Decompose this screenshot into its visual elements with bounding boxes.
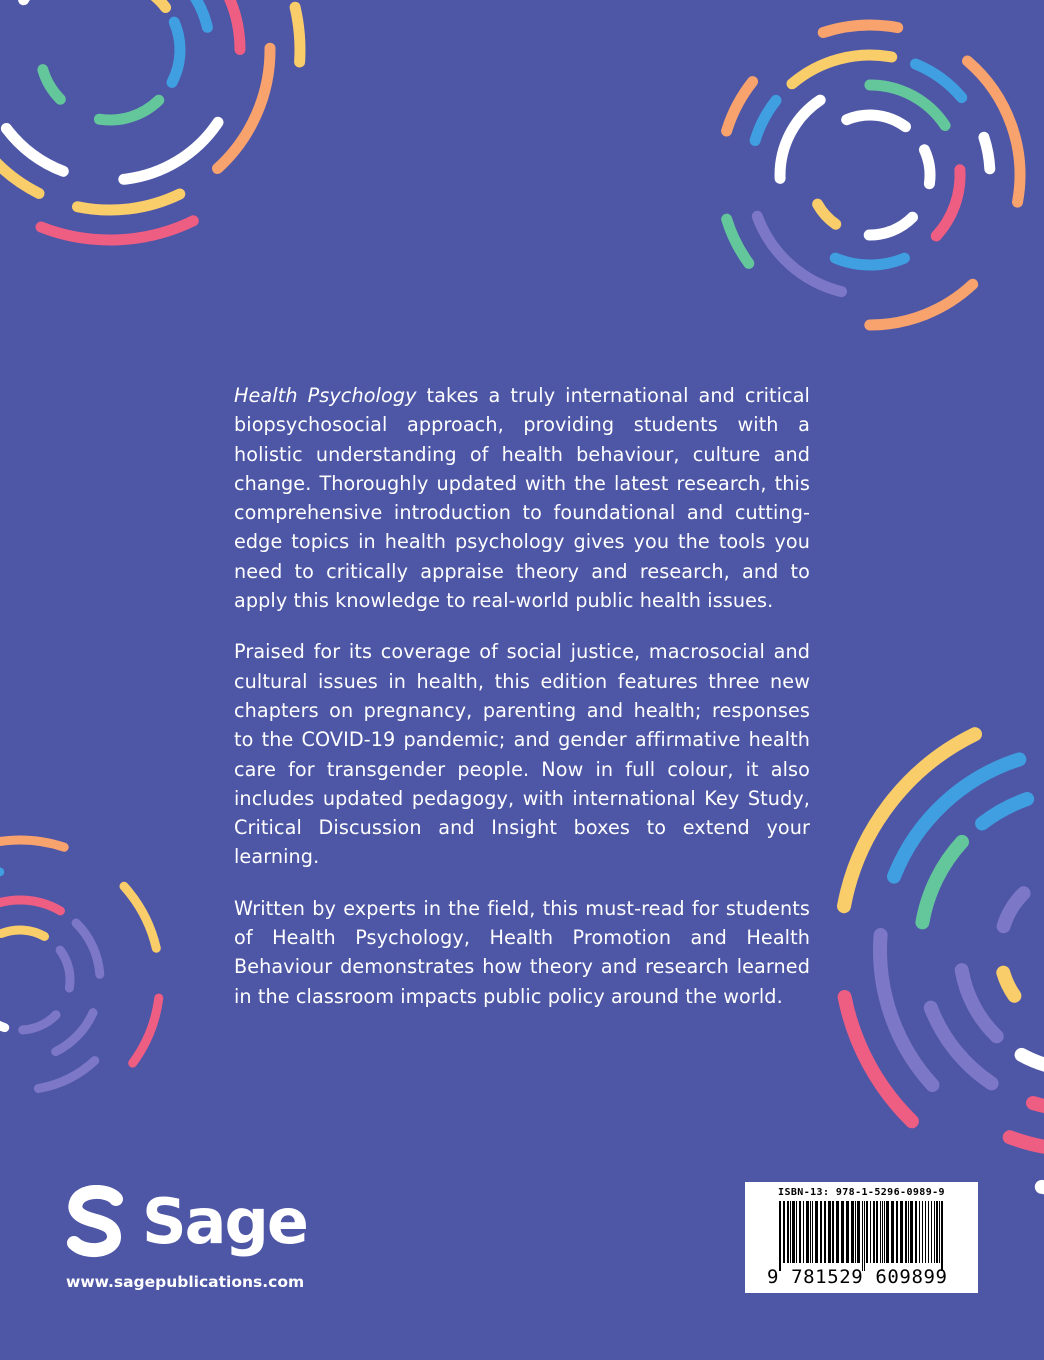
decorative-arc — [0, 840, 64, 851]
barcode-bar — [824, 1201, 826, 1263]
sage-logo — [66, 1185, 307, 1259]
barcode-bar — [939, 1201, 940, 1263]
decorative-arc — [124, 122, 218, 179]
decorative-arc — [0, 900, 60, 911]
decorative-arc — [870, 284, 973, 325]
barcode-bar — [810, 1201, 811, 1263]
barcode-digits: 9 781529 609899 — [767, 1266, 948, 1288]
decorative-arc — [114, 0, 165, 8]
barcode-bar — [841, 1201, 844, 1263]
barcode-bar — [864, 1201, 865, 1271]
decorative-arc — [56, 1013, 93, 1052]
decorative-arc — [984, 137, 990, 169]
blurb-paragraph-1-text: takes a truly international and critical biopsychosocial approach, providing students with a holistic understanding of health behaviour, culture and change. Thoroughly updated with the latest research, this comprehensive introduction to foundational and cutting-edge topics in health psychology gives you the tools you need to critically appraise theory and research, and to apply this knowledge to real-world public health issues. — [234, 384, 810, 613]
barcode-bar — [787, 1201, 789, 1263]
barcode-bar — [832, 1201, 834, 1263]
barcode-bar — [880, 1201, 881, 1263]
decorative-arc — [823, 25, 898, 32]
barcode-bar — [910, 1201, 913, 1263]
decorative-arc — [2, 930, 45, 936]
blurb-paragraph-3: Written by experts in the field, this must-read for students of Health Psychology, Health Promotion and Health Behaviour demonstrates how theory and research learned in the classroom impacts public policy around the world. — [234, 896, 810, 1008]
decorative-arc — [76, 923, 100, 974]
decorative-arc — [922, 842, 962, 923]
barcode-bar — [846, 1201, 849, 1263]
decorative-arc — [43, 70, 61, 100]
barcode-bar — [836, 1201, 839, 1263]
barcode-bar — [806, 1201, 809, 1263]
book-title: Health Psychology — [234, 384, 417, 407]
barcode-bar — [796, 1201, 797, 1263]
barcode-bar — [905, 1201, 907, 1263]
decorative-arc — [1033, 1080, 1044, 1110]
decorative-arc — [1022, 1055, 1044, 1067]
barcode-bar — [941, 1201, 943, 1271]
barcode-bar — [919, 1201, 920, 1263]
barcode-bar — [934, 1201, 935, 1263]
decorative-arc — [38, 1061, 94, 1089]
barcode-bar — [900, 1201, 903, 1263]
barcode-bar — [820, 1201, 822, 1263]
decorative-arc — [818, 204, 836, 224]
barcode-bar — [882, 1201, 883, 1263]
decorative-arc — [835, 258, 904, 265]
decorative-arc — [847, 115, 906, 127]
barcode-bars — [779, 1201, 947, 1271]
barcode-bar — [876, 1201, 878, 1263]
decorative-arc — [1003, 973, 1014, 996]
barcode-bar — [896, 1201, 898, 1263]
decorative-arc — [78, 194, 180, 210]
decorative-arc — [792, 55, 892, 84]
decorative-arc — [916, 64, 962, 98]
decorative-arc — [41, 221, 193, 240]
barcode-bar — [922, 1201, 923, 1263]
barcode-bar — [779, 1201, 781, 1271]
barcode-bar — [799, 1201, 801, 1263]
decorative-arc — [0, 1002, 5, 1027]
decorative-arc — [60, 950, 70, 988]
publisher-name: Sage — [142, 1185, 307, 1258]
barcode-bar — [812, 1201, 813, 1263]
decorative-arc — [869, 217, 912, 235]
barcode-bar — [866, 1201, 868, 1263]
barcode-bar — [886, 1201, 889, 1263]
barcode-bar — [928, 1201, 929, 1263]
decorative-arc — [23, 1015, 56, 1030]
barcode-bar — [931, 1201, 932, 1263]
barcode-bar — [790, 1201, 791, 1263]
blurb-paragraph-1 — [234, 381, 810, 615]
decorative-arc — [962, 970, 997, 1036]
barcode-bar — [803, 1201, 804, 1263]
barcode-bar — [915, 1201, 917, 1263]
barcode-bar — [884, 1201, 885, 1263]
barcode-bar — [792, 1201, 795, 1263]
blurb-text — [234, 381, 810, 1033]
decorative-arc — [295, 7, 300, 62]
decorative-arc — [133, 998, 159, 1063]
decorative-arc — [172, 22, 180, 82]
barcode-bar — [936, 1201, 938, 1263]
sage-s-mark-icon — [66, 1185, 124, 1259]
barcode — [745, 1182, 978, 1293]
decorative-arc — [968, 61, 1020, 202]
barcode-bar — [870, 1201, 871, 1263]
barcode-bar — [783, 1201, 785, 1263]
isbn-label: ISBN-13: 978-1-5296-0989-9 — [778, 1187, 945, 1198]
decorative-arc — [845, 997, 912, 1121]
barcode-bar — [925, 1201, 926, 1263]
decorative-arc — [936, 170, 960, 236]
barcode-bar — [828, 1201, 831, 1263]
decorative-arc — [727, 219, 749, 263]
decorative-arc — [1010, 1137, 1044, 1150]
decorative-arc — [218, 48, 271, 168]
barcode-bar — [873, 1201, 875, 1263]
blurb-paragraph-2: Praised for its coverage of social justice, macrosocial and cultural issues in health, this edition features three new chapters on pregnancy, parenting and health; responses to the COVID-19 pandemic; and gender affirmative health care for transgender people. Now in full colour, it also includes updated pedagogy, with international Key Study, Critical Discussion and Insight boxes to extend your learning. — [234, 640, 810, 869]
decorative-arc — [727, 82, 753, 131]
barcode-bar — [857, 1201, 860, 1263]
decorative-arc — [1004, 893, 1024, 926]
decorative-arc — [844, 734, 975, 906]
decorative-arc — [6, 129, 63, 172]
barcode-bar — [851, 1201, 854, 1263]
barcode-bar — [815, 1201, 818, 1263]
barcode-bar — [908, 1201, 909, 1263]
decorative-arc — [218, 0, 240, 50]
decorative-arc — [124, 886, 156, 948]
decorative-arc — [924, 150, 930, 184]
decorative-arc — [982, 799, 1027, 824]
decorative-arc — [755, 100, 776, 140]
publisher-website: www.sagepublications.com — [66, 1273, 305, 1291]
decorative-arc — [757, 216, 841, 291]
decorative-arc — [780, 100, 820, 178]
decorative-arc — [99, 100, 158, 120]
barcode-bar — [855, 1201, 856, 1263]
barcode-bar — [891, 1201, 894, 1263]
barcode-bar — [862, 1201, 863, 1271]
